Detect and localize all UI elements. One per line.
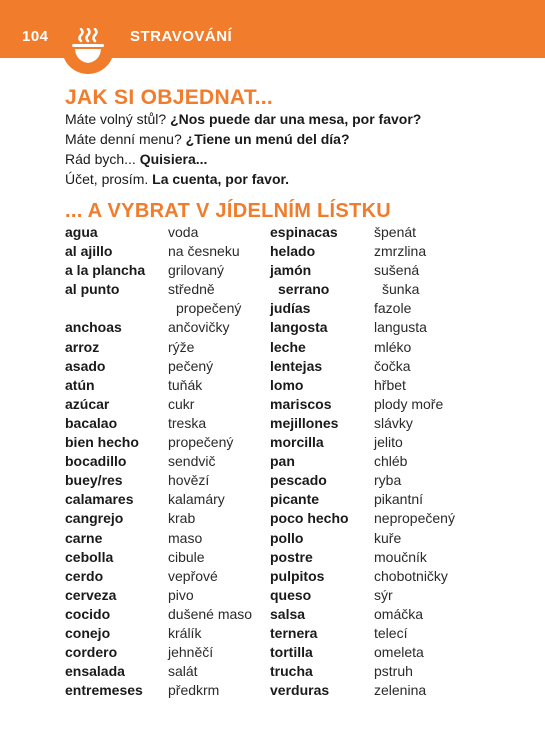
vocab-entry: cukr	[168, 395, 195, 412]
vocab-entry: cocido	[65, 605, 111, 622]
vocab-entry: bien hecho	[65, 434, 139, 451]
vocab-entry: maso	[168, 529, 203, 546]
vocab-entry: morcilla	[270, 434, 324, 451]
vocab-entry: arroz	[65, 338, 100, 355]
page-number: 104	[22, 28, 49, 45]
vocab-entry: omáčka	[374, 605, 424, 622]
vocab-entry: a la plancha	[65, 262, 146, 279]
vocab-entry: na česneku	[168, 243, 240, 260]
vocab-entry: treska	[168, 414, 207, 431]
vocab-entry: agua	[65, 224, 98, 240]
vocab-entry: králík	[168, 624, 202, 641]
vocab-entry: hovězí	[168, 472, 210, 489]
vocab-entry: pivo	[168, 586, 194, 603]
vocab-entry: voda	[168, 224, 199, 240]
steaming-bowl-icon	[62, 22, 114, 74]
vocab-entry: al punto	[65, 281, 120, 298]
order-title: JAK SI OBJEDNAT...	[65, 86, 274, 109]
phrase-line: Máte denní menu? ¿Tiene un menú del día?	[65, 131, 350, 147]
vocab-entry: jamón	[270, 262, 312, 279]
vocab-entry: mléko	[374, 338, 412, 355]
left-czech-column	[168, 223, 252, 700]
vocab-entry: pan	[270, 453, 295, 470]
menu-title: ... A VYBRAT V JÍDELNÍM LÍSTKU	[65, 200, 392, 222]
vocab-entry: langosta	[270, 319, 328, 336]
vocab-entry: bocadillo	[65, 453, 127, 470]
vocab-entry: ternera	[270, 624, 318, 641]
vocab-entry: cebolla	[65, 548, 114, 565]
vocab-entry: buey/res	[65, 472, 123, 489]
vocab-entry: omeleta	[374, 644, 424, 661]
vocab-entry: kalamáry	[168, 491, 225, 508]
vocab-entry: cibule	[168, 548, 205, 565]
vocab-entry: fazole	[374, 300, 412, 317]
vocab-entry: dušené maso	[168, 605, 253, 622]
vocab-entry: pulpitos	[270, 567, 325, 584]
vocab-entry: lentejas	[270, 357, 323, 374]
vocab-entry: queso	[270, 586, 312, 603]
vocab-entry: vepřové	[168, 567, 218, 584]
right-czech-column	[374, 223, 455, 700]
vocab-entry: langusta	[374, 319, 427, 336]
vocab-entry: propečený	[168, 434, 234, 451]
vocab-entry: čočka	[374, 357, 411, 374]
vocab-entry: chobotničky	[374, 567, 448, 584]
vocab-entry: krab	[168, 510, 196, 527]
vocab-entry: cangrejo	[65, 510, 124, 527]
phrase-line: Rád bych... Quisiera...	[65, 151, 208, 167]
vocab-entry: poco hecho	[270, 510, 349, 527]
order-phrases	[65, 109, 421, 189]
vocab-entry: ryba	[374, 472, 402, 489]
vocab-entry: pikantní	[374, 491, 424, 508]
vocab-entry: šunka	[382, 281, 420, 298]
vocab-entry: tortilla	[270, 644, 313, 661]
vocab-entry: plody moře	[374, 395, 444, 412]
vocab-entry: zelenina	[374, 682, 427, 699]
vocab-entry: cordero	[65, 644, 118, 661]
vocab-entry: jelito	[374, 434, 403, 451]
vocab-entry: entremeses	[65, 682, 143, 699]
vocab-entry: středně	[168, 281, 215, 298]
vocab-entry: azúcar	[65, 395, 110, 412]
vocab-entry: mariscos	[270, 395, 332, 412]
vocab-entry: salsa	[270, 605, 306, 622]
vocab-entry: jehněčí	[168, 644, 214, 661]
section-title: STRAVOVÁNÍ	[130, 28, 233, 45]
vocab-entry: sendvič	[168, 453, 216, 470]
vocab-entry: bacalao	[65, 414, 118, 431]
vocab-entry: pollo	[270, 529, 304, 546]
vocab-entry: propečený	[176, 300, 242, 317]
vocab-entry: leche	[270, 338, 306, 355]
vocab-entry: conejo	[65, 624, 111, 641]
vocab-entry: pečený	[168, 357, 214, 374]
vocab-entry: špenát	[374, 224, 417, 240]
vocab-entry: předkrm	[168, 682, 220, 699]
vocab-entry: rýže	[168, 338, 195, 355]
phrase-line: Účet, prosím. La cuenta, por favor.	[65, 171, 290, 187]
vocab-entry: sýr	[374, 586, 393, 603]
vocab-entry: helado	[270, 243, 316, 260]
vocab-entry: grilovaný	[168, 262, 225, 279]
vocab-entry: cerveza	[65, 586, 117, 603]
vocab-entry: ensalada	[65, 663, 125, 680]
vocab-entry: ančovičky	[168, 319, 230, 336]
vocab-entry: serrano	[278, 281, 330, 298]
vocab-entry: kuře	[374, 529, 402, 546]
vocab-entry: nepropečený	[374, 510, 455, 527]
vocab-entry: hřbet	[374, 376, 406, 393]
vocab-entry: zmrzlina	[374, 243, 427, 260]
phrase-line: Máte volný stůl? ¿Nos puede dar una mesa, por favor?	[65, 111, 422, 127]
right-spanish-column	[270, 223, 349, 700]
vocab-entry: judías	[270, 300, 311, 317]
vocab-entry: picante	[270, 491, 320, 508]
vocab-entry: pstruh	[374, 663, 413, 680]
vocab-entry: lomo	[270, 376, 304, 393]
vocab-entry: verduras	[270, 682, 330, 699]
vocab-entry: cerdo	[65, 567, 104, 584]
vocab-entry: sušená	[374, 262, 420, 279]
left-spanish-column	[65, 223, 145, 700]
vocab-entry: espinacas	[270, 224, 338, 240]
vocab-entry: chléb	[374, 453, 408, 470]
vocab-entry	[65, 299, 145, 318]
vocab-entry: postre	[270, 548, 313, 565]
vocab-entry: trucha	[270, 663, 313, 680]
vocab-entry: pescado	[270, 472, 327, 489]
vocab-entry: telecí	[374, 624, 408, 641]
vocab-entry: atún	[65, 376, 95, 393]
vocab-entry: asado	[65, 357, 106, 374]
vocab-entry: calamares	[65, 491, 134, 508]
vocab-entry: anchoas	[65, 319, 122, 336]
vocab-entry: al ajillo	[65, 243, 113, 260]
vocab-entry: moučník	[374, 548, 427, 565]
vocab-entry: tuňák	[168, 376, 203, 393]
vocab-entry: carne	[65, 529, 103, 546]
vocab-entry: mejillones	[270, 414, 339, 431]
vocab-entry: salát	[168, 663, 198, 680]
vocab-entry: slávky	[374, 414, 413, 431]
